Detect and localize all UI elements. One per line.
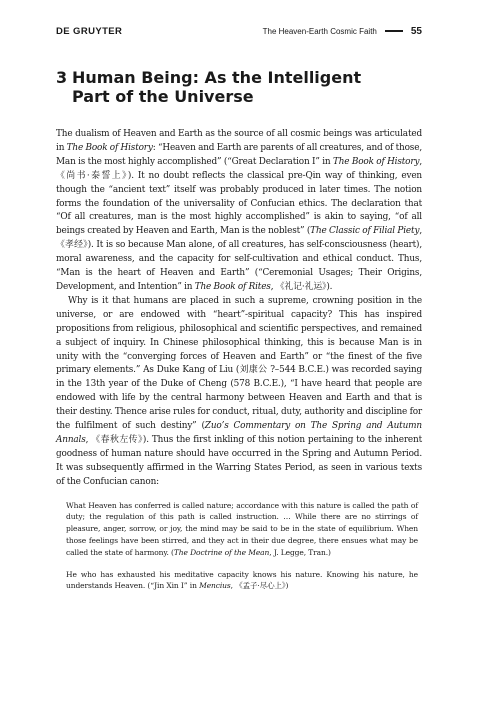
page [56, 20, 422, 592]
block-quote-2 [66, 569, 418, 593]
book-title-book-of-rites: The Book of Rites [194, 281, 271, 292]
running-title: The Heaven-Earth Cosmic Faith [262, 26, 377, 36]
paragraph-1-text-1: The dualism of Heaven and Earth as the source of all cosmic beings was articulated in [56, 129, 422, 153]
paragraph-2-text-1: Why is it that humans are placed in such a supreme, crowning position in the universe, or are endowed with “heart”-spiritual capacity? This has inspired propositions from religious, philosophical and scientific perspectives, and remained a subject of inquiry. In Chinese philosophical thinking, this is because Man is in unity with the “converging forces of Heaven and Earth” or “the finest of the five primary elements.” As Duke Kang of Liu (刘康公 ?–544 B.C.E.) was recorded saying in the 13th year of the Duke of Cheng (578 B.C.E.), “I have heard that people are endowed with life by the central harmony between Heaven and Earth and that is their destiny. Thence arise rules for conduct, ritual, duty, authority and discipline for the fulfilment of such destiny” ( [56, 295, 422, 432]
block-quote-1-text-1: What Heaven has conferred is called nature; accordance with this nature is called the path of duty; the regulation of this path is called instruction. … While there are no stirrings of pleasure, anger, sorrow, or joy, the mind may be said to be in the state of equilibrium. When those feelings have been stirred, and they act in their due degree, there ensues what may be called the state of harmony. ( [66, 500, 418, 557]
block-quote-1 [66, 500, 418, 559]
body-text [56, 128, 422, 490]
running-header [56, 20, 422, 42]
paragraph-2-text-2: , 《春秋左传》). Thus the first inkling of this notion pertaining to the inherent goodness of human nature should have occurred in the Spring and Autumn Period. It was subsequently affirmed in the Warring States Period, as seen in various texts of the Confucian canon: [56, 434, 422, 487]
block-quote-1-text-2: , J. Legge, Tran.) [269, 547, 331, 557]
book-title-mencius: Mencius [199, 581, 231, 591]
block-quote-2-text-2: , 《孟子·尽心上》) [230, 581, 289, 591]
paragraph-1-text-4: , 《孝经》). It is so because Man alone, of all creatures, has self-consciousness (heart), moral awareness, and the capacity for self-cultivation and ethical conduct. Thus, “Man is the heart of Heaven and Earth” (“Ceremonial Usages; Their Origins, Development, and Intention” in [56, 226, 422, 292]
chapter-number: 3 [56, 68, 68, 87]
header-rule [385, 30, 403, 32]
chapter-heading [56, 68, 422, 106]
page-number: 55 [410, 25, 422, 37]
book-title-filial-piety: The Classic of Filial Piety [310, 226, 420, 237]
chapter-title: Human Being: As the Intelligent Part of the Universe [72, 68, 362, 106]
book-title-book-of-history-2: The Book of History [332, 156, 420, 167]
publisher-name: DE GRUYTER [56, 25, 123, 37]
book-title-doctrine-of-mean: The Doctrine of the Mean [173, 547, 270, 557]
block-quote-2-text-1: He who has exhausted his meditative capacity knows his nature. Knowing his nature, he understands Heaven. (“Jin Xin I” in [66, 569, 418, 591]
paragraph-2 [56, 295, 422, 490]
book-title-book-of-history: The Book of History [66, 142, 153, 153]
paragraph-1-text-5: , 《礼记·礼运》). [270, 281, 333, 292]
paragraph-1 [56, 128, 422, 295]
paragraph-1-text-3: , 《尚书·泰誓上》). It no doubt reflects the classical pre-Qin way of thinking, even though the “ancient text” itself was probably produced in later times. The notion forms the foundation of the universality of Confucian ethics. The declaration that “Of all creatures, man is the most highly accomplished” is akin to saying, “of all beings created by Heaven and Earth, Man is the noblest” ( [56, 156, 423, 237]
book-title-zuo-commentary: Zuo’s Commentary on The Spring and Autumn Annals [56, 421, 422, 445]
paragraph-1-text-2: : “Heaven and Earth are parents of all creatures, and of those, Man is the most highly accomplished” (“Great Declaration I” in [56, 142, 422, 167]
header-right-group [263, 26, 422, 37]
